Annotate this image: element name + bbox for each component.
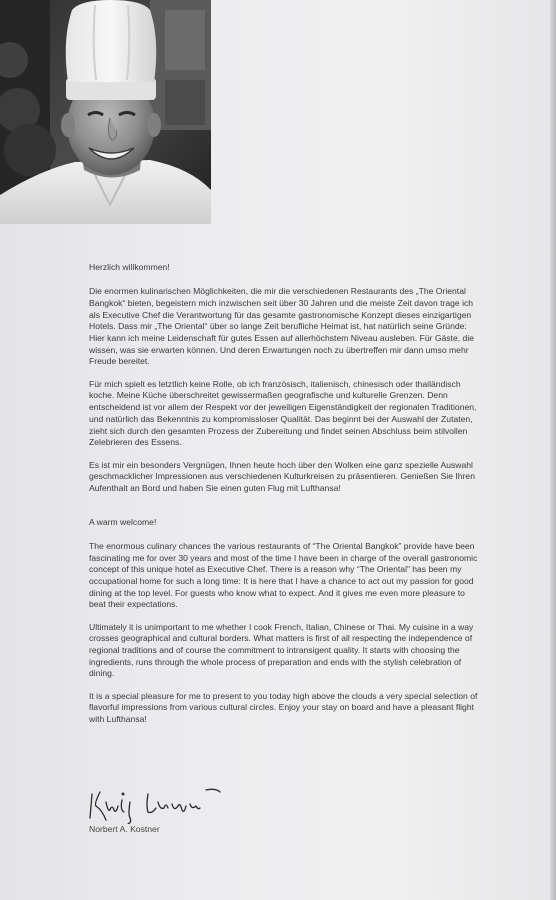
german-paragraph-2: Für mich spielt es letztlich keine Rolle, ob ich französisch, italienisch, chinesisch oder thailändisch koche. Meine Küche überschreitet gewissermaßen geografische und kulturelle Grenzen. Denn entscheidend ist vor allem der Respekt vor der jeweiligen Eigenständigkeit der regionalen Traditionen, und natürlich das Bekenntnis zu kompromissloser Qualität. Das beginnt bei der Auswahl der Zutaten, zieht sich durch den gesamten Prozess der Zubereitung und findet seinen Abschluss beim stilvollen Zelebrieren des Essens. [89, 378, 477, 448]
english-greeting: A warm welcome! [89, 516, 157, 527]
page-edge-shadow [550, 0, 556, 900]
german-greeting: Herzlich willkommen! [89, 262, 170, 272]
english-paragraph-3: It is a special pleasure for me to present to you today high above the clouds a very special selection of flavorful impressions from various cultural circles. Enjoy your stay on board and have a pleasant flight with Lufthansa! [89, 690, 478, 725]
german-paragraph-1: Die enormen kulinarischen Möglichkeiten, die mir die verschiedenen Restaurants des „The Oriental Bangkok“ bieten, begeistern mich inzwischen seit über 30 Jahren und die meiste Zeit davon trage ich als Executive Chef die Verantwortung für das gesamte gastronomische Konzept dieses einzigartigen Hotels. Dass mir „The Oriental“ über so lange Zeit berufliche Heimat ist, hat natürlich seine Gründe: Hier kann ich meine Leidenschaft für gutes Essen auf allerhöchstem Niveau ausleben. Für Gäste, die wissen, was sie erwarten können. Und deren Erwartungen noch zu übertreffen mir dann umso mehr Freude bereitet. [89, 286, 475, 367]
german-paragraph-3: Es ist mir ein besonders Vergnügen, Ihnen heute hoch über den Wolken eine ganz spezielle Auswahl geschmacklicher Impressionen aus verschiedenen Kulturkreisen zu präsentieren. Genießen Sie Ihren Aufenthalt an Bord und haben Sie einen guten Flug mit Lufthansa! [89, 459, 475, 493]
signature-name: Norbert A. Kostner [89, 824, 160, 834]
english-paragraph-1: The enormous culinary chances the various restaurants of “The Oriental Bangkok” provide have been fascinating me for over 30 years and most of the time I have been in charge of the overall gastronomic concept of this unique hotel as Executive Chef. There is a reason why “The Oriental” has been my occupational home for such a long time: It is here that I have a chance to act out my passion for good dining at the top level. For guests who know what to expect. And it gives me even more pleasure to beat their expectations. [89, 540, 478, 610]
chef-photo [0, 0, 211, 224]
welcome-letter [89, 262, 479, 736]
english-paragraph-2: Ultimately it is unimportant to me whether I cook French, Italian, Chinese or Thai. My cuisine in a way crosses geographical and cultural borders. What matters is first of all respecting the independence of regional traditions and of course the commitment to intransigent quality. It starts with choosing the ingredients, runs through the whole process of preparation and ends with the stylish celebration of dining. [89, 621, 474, 679]
